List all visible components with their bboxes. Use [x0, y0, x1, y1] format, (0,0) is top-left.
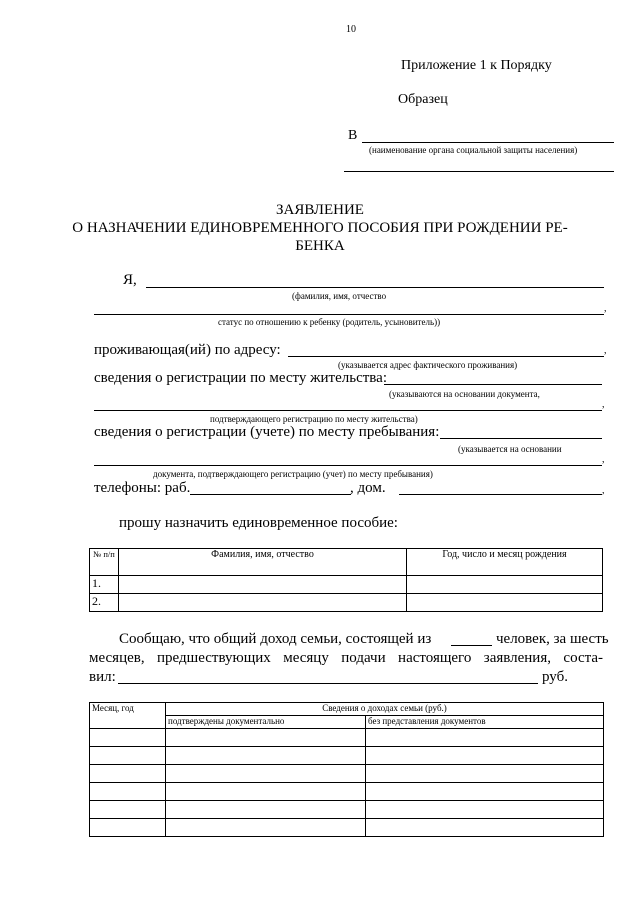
table-row [90, 729, 604, 747]
confirmed-cell[interactable] [166, 783, 366, 801]
child-fio-cell[interactable] [119, 576, 407, 594]
child-fio-cell[interactable] [119, 594, 407, 612]
stay-field-2[interactable] [94, 465, 602, 466]
status-hint: статус по отношению к ребенку (родитель, усыновитель)) [218, 317, 441, 327]
unconfirmed-cell[interactable] [366, 819, 604, 837]
address-hint: (указывается адрес фактического проживания) [338, 360, 518, 370]
recipient-organ-hint: (наименование органа социальной защиты населения) [369, 145, 578, 155]
fio-field[interactable] [146, 287, 604, 288]
family-size-field[interactable] [451, 645, 492, 646]
stay-hint-1: (указывается на основании [458, 444, 562, 454]
sample-label: Образец [398, 92, 448, 107]
month-cell[interactable] [90, 819, 166, 837]
recipient-organ-field-2[interactable] [344, 171, 614, 172]
unconfirmed-cell[interactable] [366, 765, 604, 783]
month-cell[interactable] [90, 765, 166, 783]
income-table-header [90, 703, 604, 716]
fio-hint: (фамилия, имя, отчество [292, 291, 387, 301]
registration-hint-1: (указываются на основании документа, [389, 389, 540, 399]
address-field[interactable] [288, 356, 604, 357]
row-number: 1. [90, 576, 119, 594]
table-row [90, 594, 603, 612]
table-row [90, 801, 604, 819]
row-number: 2. [90, 594, 119, 612]
confirmed-cell[interactable] [166, 729, 366, 747]
appendix-label: Приложение 1 к Порядку [401, 58, 552, 73]
table-row [90, 783, 604, 801]
title-line-1: ЗАЯВЛЕНИЕ [276, 202, 364, 218]
col-number: № п/п [90, 549, 119, 576]
unconfirmed-cell[interactable] [366, 729, 604, 747]
total-income-field[interactable] [118, 683, 538, 684]
title-line-2: О НАЗНАЧЕНИИ ЕДИНОВРЕМЕННОГО ПОСОБИЯ ПРИ РОЖДЕНИИ РЕ- [72, 220, 568, 236]
unconfirmed-cell[interactable] [366, 801, 604, 819]
address-comma: , [604, 345, 607, 356]
unconfirmed-cell[interactable] [366, 783, 604, 801]
unconfirmed-cell[interactable] [366, 747, 604, 765]
recipient-organ-field[interactable] [362, 142, 614, 143]
col-fio: Фамилия, имя, отчество [119, 549, 407, 576]
registration-comma: , [602, 399, 605, 410]
work-phone-field[interactable] [190, 494, 351, 495]
child-birth-cell[interactable] [407, 594, 603, 612]
registration-hint-2: подтверждающего регистрацию по месту жительства) [210, 414, 418, 424]
status-comma: , [604, 303, 607, 314]
confirmed-cell[interactable] [166, 747, 366, 765]
income-table-subheader [90, 716, 604, 729]
currency-label: руб. [542, 669, 568, 685]
stay-field[interactable] [440, 438, 602, 439]
table-row [90, 765, 604, 783]
stay-label: сведения о регистрации (учете) по месту пребывания: [94, 424, 440, 440]
month-cell[interactable] [90, 747, 166, 765]
home-phone-label: , дом. [350, 480, 386, 496]
confirmed-cell[interactable] [166, 801, 366, 819]
registration-field[interactable] [384, 384, 602, 385]
income-text-line2: месяцев, предшествующих месяцу подачи настоящего заявления, соста- [89, 650, 603, 666]
confirmed-cell[interactable] [166, 765, 366, 783]
page-number: 10 [346, 24, 356, 35]
confirmed-cell[interactable] [166, 819, 366, 837]
income-table [89, 702, 604, 837]
col-month-year: Месяц, год [90, 703, 166, 729]
stay-hint-2: документа, подтверждающего регистрацию (учет) по месту пребывания) [153, 469, 433, 479]
table-row [90, 747, 604, 765]
registration-field-2[interactable] [94, 410, 602, 411]
month-cell[interactable] [90, 783, 166, 801]
children-table-header [90, 549, 603, 576]
i-label: Я, [123, 272, 137, 288]
col-birth: Год, число и месяц рождения [407, 549, 603, 576]
registration-label: сведения о регистрации по месту жительства: [94, 370, 387, 386]
table-row [90, 576, 603, 594]
to-prefix: В [348, 128, 358, 143]
child-birth-cell[interactable] [407, 576, 603, 594]
col-unconfirmed: без представления документов [366, 716, 604, 729]
title-line-3: БЕНКА [295, 238, 345, 254]
table-row [90, 819, 604, 837]
income-text-part2: человек, за шесть [496, 631, 609, 647]
income-text-line3: вил: [89, 669, 116, 685]
stay-comma: , [602, 454, 605, 465]
phones-label: телефоны: раб. [94, 480, 191, 496]
month-cell[interactable] [90, 801, 166, 819]
phones-comma: , [602, 485, 605, 496]
month-cell[interactable] [90, 729, 166, 747]
home-phone-field[interactable] [399, 494, 602, 495]
col-income-info: Сведения о доходах семьи (руб.) [166, 703, 604, 716]
status-field[interactable] [94, 314, 604, 315]
request-text: прошу назначить единовременное пособие: [119, 515, 398, 531]
address-label: проживающая(ий) по адресу: [94, 342, 281, 358]
children-table [89, 548, 603, 612]
income-text-part1: Сообщаю, что общий доход семьи, состоящей из [119, 631, 432, 647]
col-confirmed: подтверждены документально [166, 716, 366, 729]
